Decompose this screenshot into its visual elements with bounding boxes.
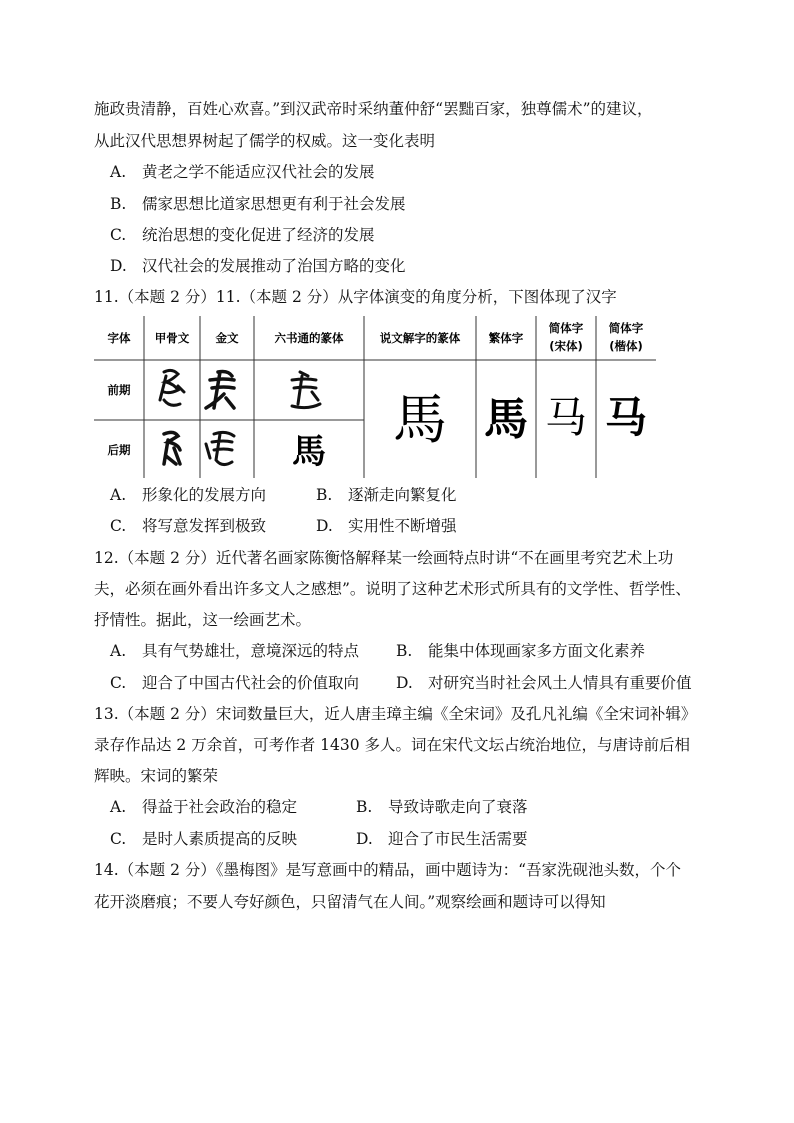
q11-option-d: D. 实用性不断增强 [316,517,457,535]
header-jiaguwen: 甲骨文 [154,331,190,345]
q13-stem-line-1: 13.（本题 2 分）宋词数量巨大，近人唐圭璋主编《全宋词》及孔凡礼编《全宋词补辑》 [94,705,697,723]
q12-option-c: C. 迎合了中国古代社会的价值取向 [110,674,360,692]
q12-option-a: A. 具有气势雄壮，意境深远的特点 [110,642,360,660]
q13-option-d: D. 迎合了市民生活需要 [356,830,528,848]
header-shuowen: 说文解字的篆体 [379,331,461,345]
q14-stem-line-2: 花开淡磨痕；不要人夸好颜色，只留清气在人间。”观察绘画和题诗可以得知 [94,893,606,911]
q12-stem-line-1: 12.（本题 2 分）近代著名画家陈衡恪解释某一绘画特点时讲“不在画里考究艺术上功 [94,549,674,567]
q12-option-b: B. 能集中体现画家多方面文化素养 [396,642,646,660]
jianti-kai-glyph: 马 [604,393,648,442]
header-jinwen: 金文 [215,331,239,345]
header-ziti: 字体 [107,331,131,345]
q10-stem-line-1: 施政贵清静，百姓心欢喜。”到汉武帝时采纳董仲舒“罢黜百家，独尊儒术”的建议， [94,100,653,118]
jianti-song-glyph: 马 [544,393,588,442]
jinwen-early-glyph [206,372,234,409]
jiaguwen-early-glyph [160,370,184,405]
fanti-glyph: 馬 [484,394,528,445]
header-jianti-song-1: 简体字 [548,321,584,335]
q13-stem-line-2: 录存作品达 2 万余首，可考作者 1430 多人。词在宋代文坛占统治地位，与唐诗前后相 [94,736,691,754]
q10-option-a: A. 黄老之学不能适应汉代社会的发展 [110,163,375,181]
row-label-early: 前期 [107,383,131,397]
q10-stem-line-2: 从此汉代思想界树起了儒学的权威。这一变化表明 [94,132,436,150]
shuowen-glyph: 馬 [393,388,447,451]
header-jianti-kai-2: (楷体) [609,339,643,353]
q10-option-b: B. 儒家思想比道家思想更有利于社会发展 [110,195,406,213]
q11-option-b: B. 逐渐走向繁复化 [316,486,457,504]
q12-stem-line-3: 抒情性。据此，这一绘画艺术。 [94,611,312,629]
q13-option-b: B. 导致诗歌走向了衰落 [356,798,528,816]
liushutong-late-glyph: 馬 [292,432,326,472]
q13-stem-line-3: 辉映。宋词的繁荣 [94,767,219,785]
header-fanti: 繁体字 [488,331,524,345]
q11-option-c: C. 将写意发挥到极致 [110,517,267,535]
q12-option-d: D. 对研究当时社会风土人情具有重要价值 [396,674,692,692]
q12-stem-line-2: 夫，必须在画外看出许多文人之感想”。说明了这种艺术形式所具有的文学性、哲学性、 [94,580,691,598]
q14-stem-line-1: 14.（本题 2 分）《墨梅图》是写意画中的精品，画中题诗为：“吾家洗砚池头数，个个 [94,861,682,879]
jiaguwen-late-glyph [164,432,180,464]
header-jianti-song-2: (宋体) [549,339,583,353]
character-evolution-table [94,316,656,478]
header-liushutong: 六书通的篆体 [274,331,344,345]
q11-stem: 11.（本题 2 分）11.（本题 2 分）从字体演变的角度分析，下图体现了汉字 [94,288,617,306]
q13-option-a: A. 得益于社会政治的稳定 [110,798,298,816]
q11-option-a: A. 形象化的发展方向 [110,486,267,504]
header-jianti-kai-1: 简体字 [608,321,644,335]
q13-option-c: C. 是时人素质提高的反映 [110,830,298,848]
row-label-late: 后期 [107,443,131,457]
jinwen-late-glyph [206,432,234,464]
liushutong-early-glyph [292,372,320,408]
character-evolution-figure [94,316,656,478]
q10-option-c: C. 统治思想的变化促进了经济的发展 [110,226,375,244]
q10-option-d: D. 汉代社会的发展推动了治国方略的变化 [110,257,406,275]
